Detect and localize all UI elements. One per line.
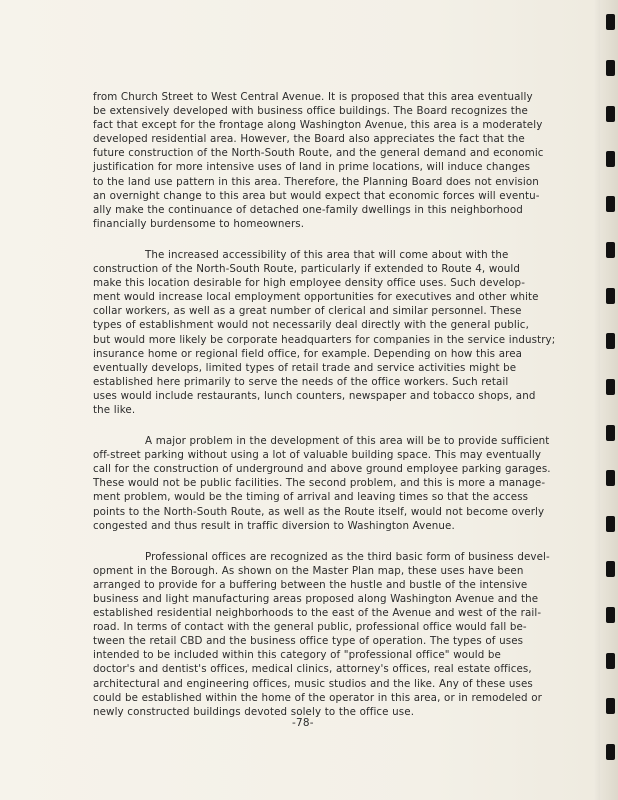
text-line: intended to be included within this category of "professional office" would be <box>93 649 501 662</box>
binding-hole <box>606 379 615 395</box>
text-line: but would more likely be corporate headquarters for companies in the service industry; <box>93 333 556 346</box>
binding-hole <box>606 196 615 212</box>
binding-hole <box>606 14 615 30</box>
text-line: A major problem in the development of this area will be to provide sufficient <box>145 435 550 448</box>
paragraph-4 <box>93 550 550 719</box>
text-line: from Church Street to West Central Avenue. It is proposed that this area eventually <box>93 91 533 103</box>
binding-hole <box>606 653 615 669</box>
text-line: to the land use pattern in this area. Therefore, the Planning Board does not envision <box>93 175 539 188</box>
text-line: architectural and engineering offices, music studios and the like. Any of these uses <box>93 677 533 690</box>
binding-hole <box>606 744 615 760</box>
text-line: types of establishment would not necessarily deal directly with the general public, <box>93 319 529 332</box>
paragraph-2 <box>93 248 556 417</box>
text-line: make this location desirable for high employee density office uses. Such develop- <box>93 277 526 290</box>
binding-hole <box>606 333 615 349</box>
text-line: be extensively developed with business office buildings. The Board recognizes the <box>93 105 528 118</box>
document-body <box>93 90 556 719</box>
text-line: business and light manufacturing areas proposed along Washington Avenue and the <box>93 593 539 605</box>
text-line: points to the North-South Route, as well as the Route itself, would not become overly <box>93 505 545 518</box>
text-line: could be established within the home of the operator in this area, or in remodeled or <box>93 691 542 704</box>
text-line: arranged to provide for a buffering between the hustle and bustle of the intensive <box>93 578 528 591</box>
paragraph-1 <box>93 90 544 231</box>
paragraph-3 <box>93 434 551 533</box>
binding-hole <box>606 242 615 258</box>
text-line: developed residential area. However, the Board also appreciates the fact that the <box>93 133 525 146</box>
text-line: uses would include restaurants, lunch counters, newspaper and tobacco shops, and <box>93 389 536 402</box>
text-line: established residential neighborhoods to the east of the Avenue and west of the rail- <box>93 607 542 620</box>
text-line: opment in the Borough. As shown on the Master Plan map, these uses have been <box>93 564 524 577</box>
binding-hole <box>606 151 615 167</box>
text-line: off-street parking without using a lot of valuable building space. This may eventually <box>93 449 542 462</box>
binding-hole <box>606 516 615 532</box>
text-line: ally make the continuance of detached one-family dwellings in this neighborhood <box>93 203 523 216</box>
text-line: call for the construction of underground and above ground employee parking garages. <box>93 463 551 476</box>
spiral-binding <box>600 0 618 800</box>
page-number: -78- <box>292 717 314 729</box>
binding-hole <box>606 607 615 623</box>
text-line: ment would increase local employment opportunities for executives and other white <box>93 291 539 304</box>
text-line: Professional offices are recognized as the third basic form of business devel- <box>145 550 550 563</box>
binding-hole <box>606 561 615 577</box>
text-line: eventually develops, limited types of retail trade and service activities might be <box>93 361 517 374</box>
text-line: the like. <box>93 403 136 416</box>
text-line: These would not be public facilities. The second problem, and this is more a manage- <box>93 477 546 490</box>
binding-hole <box>606 60 615 76</box>
text-line: doctor's and dentist's offices, medical clinics, attorney's offices, real estate offices, <box>93 663 532 676</box>
text-line: insurance home or regional field office, for example. Depending on how this area <box>93 347 523 360</box>
binding-hole <box>606 288 615 304</box>
text-line: construction of the North-South Route, particularly if extended to Route 4, would <box>93 263 521 276</box>
text-line: road. In terms of contact with the general public, professional office would fall be- <box>93 621 527 634</box>
text-line: tween the retail CBD and the business office type of operation. The types of uses <box>93 635 524 648</box>
text-line: established here primarily to serve the needs of the office workers. Such retail <box>93 375 509 388</box>
text-line: collar workers, as well as a great number of clerical and similar personnel. These <box>93 305 522 318</box>
text-line: financially burdensome to homeowners. <box>93 217 305 230</box>
text-line: The increased accessibility of this area that will come about with the <box>145 248 509 261</box>
text-line: fact that except for the frontage along Washington Avenue, this area is a moderately <box>93 119 543 132</box>
text-line: an overnight change to this area but would expect that economic forces will eventu- <box>93 189 540 202</box>
binding-hole <box>606 698 615 714</box>
binding-hole <box>606 470 615 486</box>
text-line: future construction of the North-South Route, and the general demand and economic <box>93 147 544 160</box>
text-line: newly constructed buildings devoted solely to the office use. <box>93 705 415 718</box>
binding-hole <box>606 425 615 441</box>
text-line: justification for more intensive uses of land in prime locations, will induce changes <box>93 161 531 174</box>
text-line: ment problem, would be the timing of arrival and leaving times so that the access <box>93 491 529 504</box>
binding-hole <box>606 106 615 122</box>
text-line: congested and thus result in traffic diversion to Washington Avenue. <box>93 519 455 532</box>
